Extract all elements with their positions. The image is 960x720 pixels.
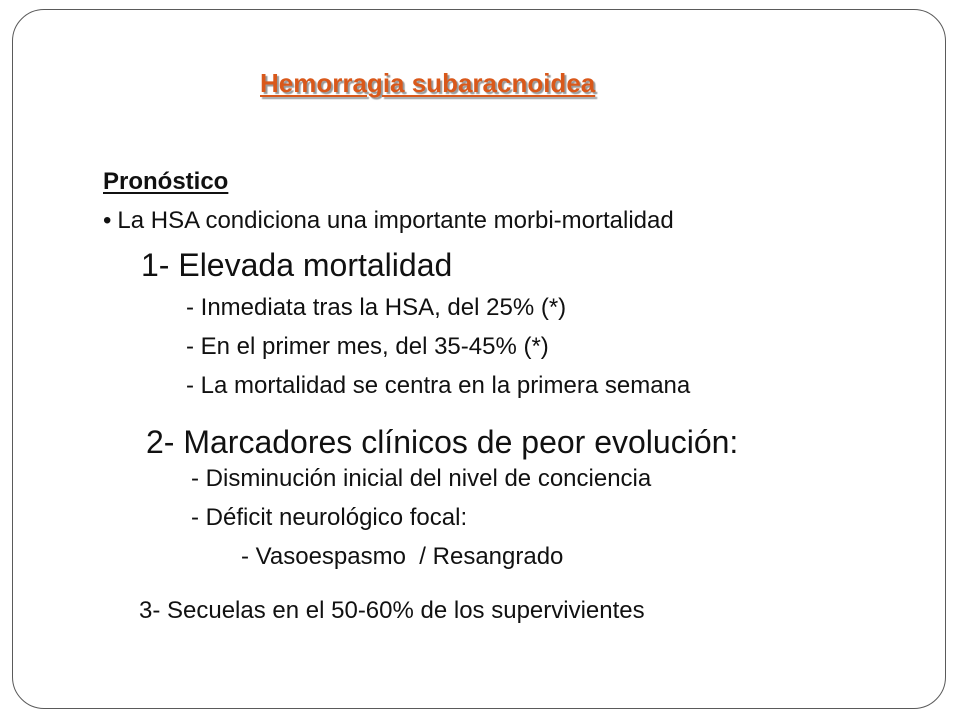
bullet-text: La HSA condiciona una importante morbi-mortalidad	[117, 207, 674, 234]
point-2-subitem: - Disminución inicial del nivel de conciencia	[191, 465, 652, 492]
slide-title: Hemorragia subaracnoidea	[260, 68, 596, 98]
point-1-subitem: - La mortalidad se centra en la primera semana	[186, 372, 691, 399]
point-1-subitem: - En el primer mes, del 35-45% (*)	[186, 333, 549, 360]
point-1-heading: 1- Elevada mortalidad	[141, 247, 453, 283]
bullet-item	[103, 207, 674, 235]
point-2-subitem: - Déficit neurológico focal:	[191, 504, 468, 531]
point-1-subitem: - Inmediata tras la HSA, del 25% (*)	[186, 294, 567, 321]
bullet-dot-icon: •	[103, 207, 112, 234]
point-3-heading: 3- Secuelas en el 50-60% de los supervivientes	[139, 597, 645, 624]
section-heading: Pronóstico	[103, 168, 229, 195]
slide-frame	[12, 9, 946, 709]
point-2-nested-subitem: - Vasoespasmo / Resangrado	[241, 543, 564, 570]
point-2-heading: 2- Marcadores clínicos de peor evolución:	[146, 424, 739, 460]
